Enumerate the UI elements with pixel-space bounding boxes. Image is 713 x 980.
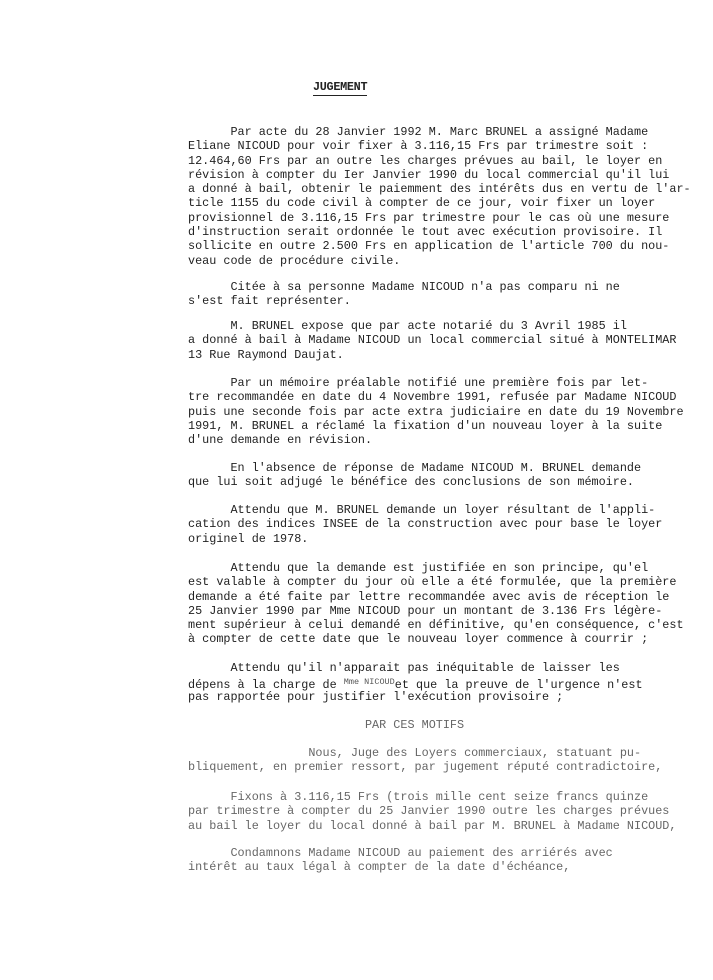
paragraph <box>188 461 641 490</box>
paragraph-line: s'est fait représenter. <box>188 294 351 309</box>
paragraph-line: En l'absence de réponse de Madame NICOUD M. BRUNEL demande <box>188 461 642 475</box>
paragraph-line: par trimestre à compter du 25 Janvier 1990 outre les charges prévues <box>188 804 670 819</box>
paragraph-line: à compter de cette date que le nouveau loyer commence à courrir ; <box>188 632 649 647</box>
paragraph <box>188 846 613 875</box>
paragraph-line: d'instruction serait ordonnée le tout avec exécution provisoire. Il <box>188 225 663 240</box>
paragraph-line: intérêt au taux légal à compter de la date d'échéance, <box>188 860 571 875</box>
paragraph-line: Eliane NICOUD pour voir fixer à 3.116,15 Frs par trimestre soit : <box>188 139 649 154</box>
paragraph-line: veau code de procédure civile. <box>188 253 401 268</box>
paragraph-line: cation des indices INSEE de la construction avec pour base le loyer <box>188 517 663 532</box>
paragraph-line <box>188 675 643 693</box>
paragraph-line: provisionnel de 3.116,15 Frs par trimestre pour le cas où une mesure <box>188 210 670 225</box>
paragraph-line: 13 Rue Raymond Daujat. <box>188 347 344 362</box>
paragraph-line: originel de 1978. <box>188 531 309 546</box>
paragraph-line: a donné à bail à Madame NICOUD un local commercial situé à MONTELIMAR <box>188 333 677 348</box>
paragraph-line: a donné à bail, obtenir le paiemment des intérêts dus en vertu de l'ar- <box>188 182 691 197</box>
paragraph-line: 25 Janvier 1990 par Mme NICOUD pour un montant de 3.136 Frs légère- <box>188 603 663 618</box>
paragraph-line: Citée à sa personne Madame NICOUD n'a pas comparu ni ne <box>188 280 620 294</box>
paragraph <box>188 376 684 447</box>
line-text: dépens à la charge de <box>188 678 344 693</box>
paragraph-line: Fixons à 3.116,15 Frs (trois mille cent seize francs quinze <box>188 790 649 804</box>
paragraph <box>188 718 464 732</box>
paragraph-line: Attendu que M. BRUNEL demande un loyer résultant de l'appli- <box>188 503 656 517</box>
paragraph-line: ticle 1155 du code civil à compter de ce jour, voir fixer un loyer <box>188 196 656 211</box>
paragraph-line: demande a été faite par lettre recommandée avec avis de réception le <box>188 589 670 604</box>
paragraph-line: puis une seconde fois par acte extra judiciaire en date du 19 Novembre <box>188 404 684 419</box>
document-title: JUGEMENT <box>313 80 368 94</box>
handwritten-insertion: Mme NICOUD <box>343 677 395 688</box>
paragraph-line: Nous, Juge des Loyers commerciaux, statuant pu- <box>188 746 642 760</box>
paragraph-line: Condamnons Madame NICOUD au paiement des arriérés avec <box>188 846 613 860</box>
paragraph <box>188 319 676 362</box>
paragraph-line: M. BRUNEL expose que par acte notarié du 3 Avril 1985 il <box>188 319 627 333</box>
paragraph <box>188 661 643 704</box>
paragraph-line: sollicite en outre 2.500 Frs en application de l'article 700 du nou- <box>188 239 670 254</box>
paragraph <box>188 280 620 309</box>
paragraph-line: 12.464,60 Frs par an outre les charges prévues au bail, le loyer en <box>188 153 663 168</box>
paragraph-line: d'une demande en révision. <box>188 433 373 448</box>
paragraph-line: tre recommandée en date du 4 Novembre 1991, refusée par Madame NICOUD <box>188 390 677 405</box>
paragraph-line: 1991, M. BRUNEL a réclamé la fixation d'un nouveau loyer à la suite <box>188 418 663 433</box>
paragraph-line: pas rapportée pour justifier l'exécution provisoire ; <box>188 689 564 704</box>
paragraph-line: au bail le loyer du local donné à bail par M. BRUNEL à Madame NICOUD, <box>188 818 677 833</box>
paragraph-line: Par un mémoire préalable notifié une première fois par let- <box>188 376 649 390</box>
paragraph <box>188 746 662 775</box>
paragraph-line: Attendu qu'il n'apparait pas inéquitable de laisser les <box>188 661 620 675</box>
paragraph-line: Par acte du 28 Janvier 1992 M. Marc BRUNEL a assigné Madame <box>188 125 649 139</box>
paragraph-line: ment supérieur à celui demandé en définitive, qu'en conséquence, c'est <box>188 618 684 633</box>
paragraph <box>188 503 662 546</box>
paragraph <box>188 125 691 268</box>
paragraph-line: est valable à compter du jour où elle a été formulée, que la première <box>188 575 677 590</box>
paragraph-line: que lui soit adjugé le bénéfice des conclusions de son mémoire. <box>188 475 634 490</box>
paragraph-line: bliquement, en premier ressort, par jugement réputé contradictoire, <box>188 760 663 775</box>
paragraph <box>188 561 684 647</box>
paragraph-line: Attendu que la demande est justifiée en son principe, qu'el <box>188 561 649 575</box>
paragraph-line: PAR CES MOTIFS <box>188 718 465 732</box>
paragraph-line: révision à compter du Ier Janvier 1990 du local commercial qu'il lui <box>188 167 670 182</box>
paragraph <box>188 790 676 833</box>
line-text: et que la preuve de l'urgence n'est <box>394 678 643 693</box>
